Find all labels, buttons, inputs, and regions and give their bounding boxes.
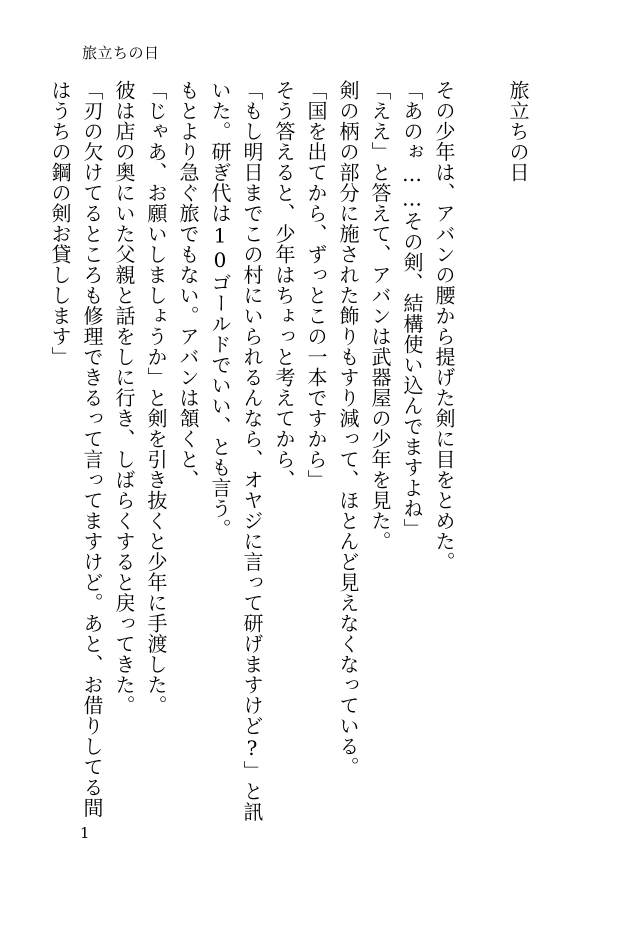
body-line: 「もし明日までこの村にいられるんなら、オヤジに言って研げますけど?」と訊 [240, 80, 264, 822]
body-line: はうちの鋼の剣お貸しします」 [48, 80, 72, 367]
page-number: 1 [80, 824, 90, 842]
chapter-title: 旅立ちの日 [506, 80, 530, 183]
body-line: その少年は、アバンの腰から提げた剣に目をとめた。 [432, 80, 456, 572]
body-line: 「じゃあ、お願いしましょうか」と剣を引き抜くと少年に手渡した。 [144, 80, 168, 716]
body-line: もとより急ぐ旅でもない。アバンは頷くと、 [176, 80, 200, 490]
body-line: 彼は店の奥にいた父親と話をしに行き、しばらくすると戻ってきた。 [112, 80, 136, 716]
body-line: いた。研ぎ代は10ゴールドでいい、とも言う。 [208, 80, 232, 539]
body-line: そう答えると、少年はちょっと考えてから、 [272, 80, 296, 490]
body-line: 「あのぉ……その剣、結構使い込んでますよね」 [400, 80, 424, 539]
body-line: 「国を出てから、ずっとこの一本ですから」 [304, 80, 328, 490]
body-line: 「刃の欠けてるところも修理できるって言ってますけど。あと、お借りしてる間 [80, 80, 104, 818]
body-line: 「ええ」と答えて、アバンは武器屋の少年を見た。 [368, 80, 392, 552]
running-header-title: 旅立ちの日 [82, 44, 160, 62]
vertical-text-body [44, 80, 560, 860]
body-line: 剣の柄の部分に施された飾りもすり減って、ほとんど見えなくなっている。 [336, 80, 360, 777]
